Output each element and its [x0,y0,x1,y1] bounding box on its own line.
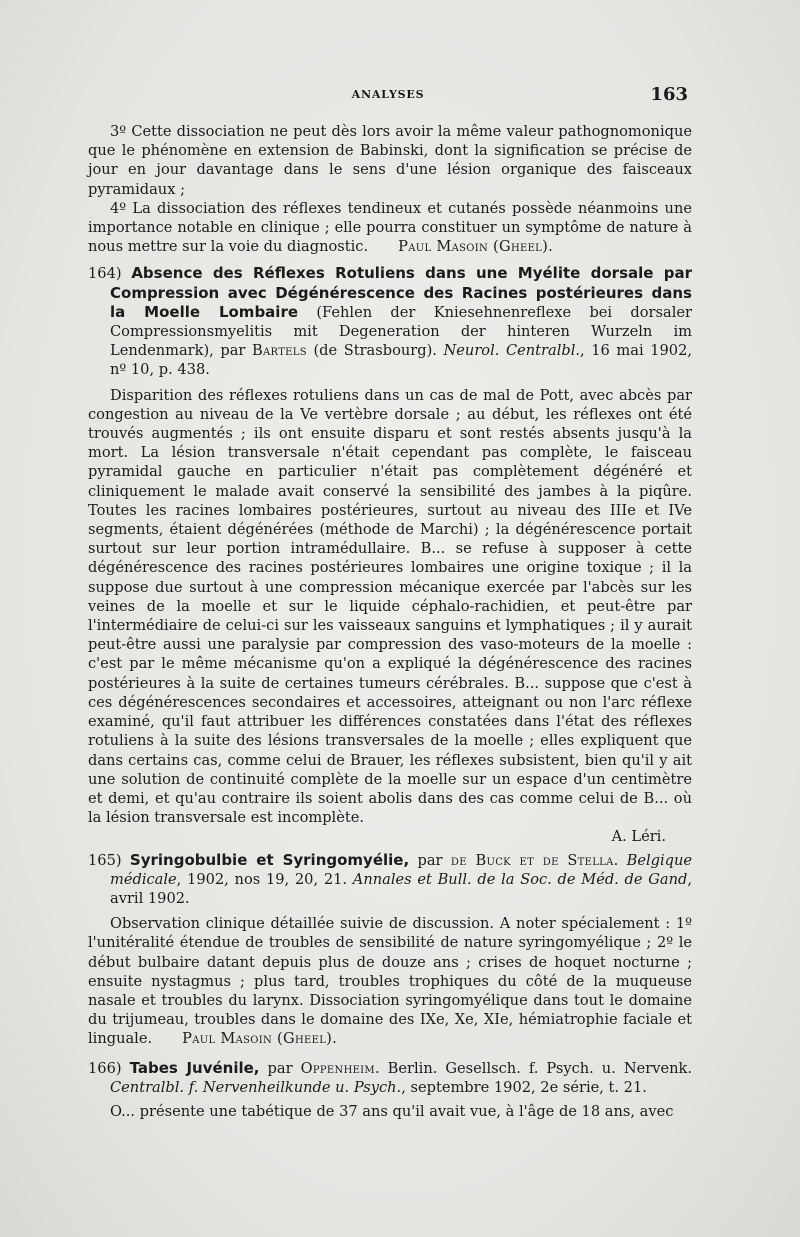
entry-166-title: Tabes Juvénile, [129,1058,260,1077]
entry-166-author: Oppenheim [300,1059,375,1077]
running-head: ANALYSES [351,88,425,101]
entry-166 [88,1059,692,1097]
entry-165-signature: Paul Masoin (Gheel). [182,1030,338,1048]
entry-165-journal-1: Belgique médicale [110,851,693,888]
entry-165-reference-2: , avril 1902. [110,870,692,907]
entry-164-abstract: Disparition des réflexes rotuliens dans un cas de mal de Pott, avec abcès par congestion au niveau de la Ve vertèbre dorsale ; au début, les réflexes ont été trouvés augmentés ; ils ont ensuite disparu et sont restés absents jusqu'à la mort. La lésion transversale n'était cependant pas complète, le faisceau pyramidal gauche en particulier n'était pas complètement dégénéré et cliniquement le malade avait conservé la sensibilité des jambes à la piqûre. Toutes les racines lombaires postérieures, surtout au niveau des IIIe et IVe segments, étaient dégénérées (méthode de Marchi) ; la dégénérescence portait surtout sur leur portion intramédullaire. B... se refuse à supposer à cette dégénérescence des racines postérieures lombaires une origine toxique ; il la suppose due surtout à une compression mécanique exercée par l'abcès sur les veines de la moelle et sur le liquide céphalo-rachidien, et peut-être par l'intermédiaire de celui-ci sur les vaisseaux sanguins et lymphatiques ; il y aurait peut-être aussi une paralysie par compression des vaso-moteurs de la moelle : c'est par le même mécanisme qu'on a expliqué la dégénérescence des racines postérieures à la suite de certaines tumeurs cérébrales. B... suppose que c'est à ces dégénérescences secondaires et accessoires, atteignant ou non l'arc réflexe examiné, qu'il faut attribuer les différences constatées dans l'état des réflexes rotuliens à la suite des lésions transversales de la moelle ; elles expliquent que dans certains cas, comme celui de Brauer, les réflexes subsistent, bien qu'il y ait une solution de continuité complète de la moelle sur un espace d'un centimètre et demi, et qu'au contraire ils soient abolis dans des cas comme celui de B... où la lésion transversale est incomplète. [88,386,692,827]
entry-164-location: (de Strasbourg). [306,342,444,360]
entry-164-title: Absence des Réflexes Rotuliens dans une Myélite dorsale par Compression avec Dégénérescence des Racines postérieures dans la Moelle Lombaire [110,264,693,321]
entry-165-abstract-text: Observation clinique détaillée suivie de discussion. A noter spécialement : 1º l'unitéralité étendue de troubles de sensibilité de nature syringomyélique ; 2º le début bulbaire datant depuis plus de douze ans ; crises de hoquet nocturne ; ensuite nystagmus ; plus tard, troubles trophiques du côté de la muqueuse nasale et troubles du larynx. Dissociation syringomyélique dans tout le domaine du trijumeau, troubles dans le domaine des IXe, Xe, XIe, hémiatrophie faciale et linguale. [88,915,692,1048]
entry-164-number: 164) [88,265,122,283]
entry-166-abstract: O... présente une tabétique de 37 ans qu'il avait vue, à l'âge de 18 ans, avec [110,1102,674,1120]
entry-164-reference: , 16 mai 1902, nº 10, p. 438. [110,342,693,379]
entry-165-reference-1: , 1902, nos 19, 20, 21. [176,870,353,888]
entry-165-authors: de Buck et de Stella [450,851,614,869]
page-number: 163 [650,84,688,105]
paragraph-point-4 [88,199,692,257]
entry-165-abstract [88,914,692,1048]
entry-165-number: 165) [88,851,122,869]
entry-165-title: Syringobulbie et Syringomyélie, [129,850,410,869]
page-content [88,122,692,1121]
entry-164-author: Bartels [252,342,307,360]
paragraph-point-4-text: 4º La dissociation des réflexes tendineux et cutanés possède néanmoins une importance notable en clinique ; elle pourra constituer un symptôme de nature à nous mettre sur la voie du diagnostic. [88,199,692,256]
page-header [88,84,688,110]
entry-166-par: par [259,1059,301,1077]
entry-164-german-title: (Fehlen der Kniesehnenreflexe bei dorsaler Compressionsmyelitis mit Degeneration der hinteren Wurzeln im Lendenmark), par [110,303,692,360]
entry-164 [88,264,692,379]
entry-165-separator: . [613,851,627,869]
entry-165 [88,851,692,909]
entry-166-reference: . Berlin. Gesellsch. f. Psych. u. Nervenk. [374,1059,693,1077]
entry-164-journal: Neurol. Centralbl. [443,342,581,360]
paragraph-point-3: 3º Cette dissociation ne peut dès lors avoir la même valeur pathognomonique que le phénomène en extension de Babinski, dont la signification se précise de jour en jour davantage dans le sens d'une lésion organique des faisceaux pyramidaux ; [88,123,692,198]
entry-164-signature: A. Léri. [611,828,666,846]
entry-166-journal: Centralbl. f. Nervenheilkunde u. Psych. [110,1078,402,1096]
entry-166-number: 166) [88,1059,122,1077]
entry-165-par: par [409,851,451,869]
entry-165-journal-2: Annales et Bull. de la Soc. de Méd. de Gand [352,870,688,888]
entry-166-reference-2: , septembre 1902, 2e série, t. 21. [401,1078,647,1096]
signature-masoin-1: Paul Masoin (Gheel). [398,238,554,256]
